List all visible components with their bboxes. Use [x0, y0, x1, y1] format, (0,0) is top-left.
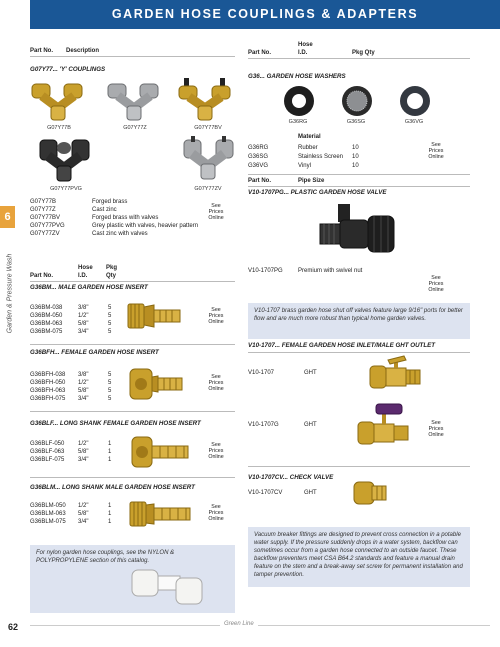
footer-brand: Green Line: [220, 621, 258, 627]
long-shank-female-image: [130, 434, 190, 470]
row-description: Cast zinc with valves: [92, 231, 148, 237]
rubber-washer-image: [282, 84, 316, 118]
check-valve-image: [352, 478, 388, 506]
page-banner: GARDEN HOSE COUPLINGS & ADAPTERS: [30, 0, 500, 29]
table-row: G36BFH-075 3/4" 5: [30, 396, 112, 402]
page-number: 62: [8, 622, 19, 632]
col-header-part-no: Part No.: [248, 178, 272, 184]
section-title-long-shank-male: G36BLM... LONG SHANK MALE GARDEN HOSE INSERT: [30, 484, 195, 491]
table-row: G36BLF-075 3/4" 1: [30, 457, 112, 463]
section-title-washers: G36... GARDEN HOSE WASHERS: [248, 73, 346, 80]
divider: [248, 186, 470, 187]
divider: [248, 174, 470, 175]
brass-valve-grip-image: [356, 404, 416, 448]
see-prices-online[interactable]: See Prices Online: [208, 374, 224, 392]
divider: [248, 352, 470, 353]
table-row: G07Y77ZV: [30, 231, 60, 237]
image-caption: G36VG: [404, 119, 424, 125]
nylon-coupling-image: [126, 560, 216, 612]
y-coupling-zinc-valves-image: [180, 136, 238, 184]
footer-line: [30, 625, 490, 626]
col-header-material: Material: [298, 134, 321, 140]
table-row: G36BLM-050 1/2" 1: [30, 503, 112, 509]
y-coupling-brass-valves-image: [176, 76, 236, 124]
y-coupling-brass-image: [28, 78, 88, 123]
section-title-male-insert: G36BM... MALE GARDEN HOSE INSERT: [30, 284, 148, 291]
see-prices-online[interactable]: See Prices Online: [428, 275, 444, 293]
table-row: G36BFH-050 1/2" 5: [30, 380, 112, 386]
vinyl-washer-image: [398, 84, 432, 118]
see-prices-online[interactable]: See Prices Online: [428, 420, 444, 438]
vacuum-breaker-note: Vacuum breaker fittings are designed to prevent cross connection in a potable water supply. If the pressure suddenly drops in a water system, backflow can sometimes occur from a garden hose connected to an outside faucet. These backflow preventers meet CSA B64.2 standards and feature a manual drain feature on the stem and a break-away set screw for permanent installation and tamper prevention.: [248, 527, 470, 587]
col-header-pkg: Pkg: [106, 265, 118, 271]
table-row: G36BM-075 3/4" 5: [30, 329, 112, 335]
female-insert-image: [128, 366, 184, 402]
plastic-valve-image: [318, 200, 398, 262]
screen-washer-image: [340, 84, 374, 118]
see-prices-online[interactable]: See Prices Online: [428, 142, 444, 160]
col-header-hose: Hose: [78, 265, 93, 271]
side-section-label: Garden & Pressure Wash: [6, 253, 14, 334]
table-row: V10-1707 GHT: [248, 370, 317, 376]
section-title-y-couplings: G07Y77... 'Y' COUPLINGS: [30, 66, 106, 73]
divider: [30, 477, 235, 478]
table-row: G36RG Rubber 10: [248, 145, 359, 151]
col-header-id: I.D.: [298, 50, 308, 56]
image-caption: G07Y77B: [47, 125, 71, 131]
image-caption: G36RG: [288, 119, 308, 125]
table-row: V10-1707PG Premium with swivel nut: [248, 268, 363, 274]
table-row: G36SG Stainless Screen 10: [248, 154, 359, 160]
divider: [248, 466, 470, 467]
male-insert-image: [126, 298, 182, 334]
divider: [30, 411, 235, 412]
row-description: Grey plastic with valves, heavier pattern: [92, 223, 199, 229]
table-row: G36BFH-063 5/8" 5: [30, 388, 112, 394]
y-coupling-zinc-image: [104, 78, 164, 123]
col-header-part-no: Part No.: [248, 50, 272, 56]
image-caption: G36SG: [346, 119, 366, 125]
see-prices-online[interactable]: See Prices Online: [208, 442, 224, 460]
image-caption: G07Y77BV: [194, 125, 222, 131]
section-title-inlet-outlet: V10-1707... FEMALE GARDEN HOSE INLET/MALE GHT OUTLET: [248, 342, 436, 349]
col-header-description: Description: [66, 48, 100, 54]
table-row: G36BM-050 1/2" 5: [30, 313, 112, 319]
row-description: Forged brass with valves: [92, 215, 159, 221]
table-row: G36VG Vinyl 10: [248, 163, 359, 169]
table-row: G36BLF-063 5/8" 1: [30, 449, 112, 455]
brass-valve-note: V10-1707 brass garden hose shut off valves feature large 9/16" ports for better flow and are much more robust than typical home garden valves.: [248, 303, 470, 339]
image-caption: G07Y77Z: [123, 125, 147, 131]
row-description: Cast zinc: [92, 207, 117, 213]
nylon-note: For nylon garden hose couplings, see the NYLON & POLYPROPYLENE section of this catalog.: [30, 545, 235, 613]
col-header-qty: Qty: [106, 273, 117, 279]
brass-valve-image: [368, 356, 428, 392]
divider: [30, 344, 235, 345]
table-row: G36BLM-063 5/8" 1: [30, 511, 112, 517]
table-row: G36BLF-050 1/2" 1: [30, 441, 112, 447]
y-coupling-plastic-valves-image: [36, 136, 94, 184]
col-header-part-no: Part No.: [30, 273, 54, 279]
image-caption: G07Y77PVG: [50, 186, 82, 192]
table-row: G07Y77Z: [30, 207, 56, 213]
section-title-plastic-valve: V10-1707PG... PLASTIC GARDEN HOSE VALVE: [248, 189, 387, 196]
see-prices-online[interactable]: See Prices Online: [208, 203, 224, 221]
section-title-long-shank-female: G36BLF... LONG SHANK FEMALE GARDEN HOSE INSERT: [30, 420, 201, 427]
section-title-check-valve: V10-1707CV... CHECK VALVE: [248, 474, 334, 481]
col-header-id: I.D.: [78, 273, 88, 279]
row-description: Forged brass: [92, 199, 128, 205]
table-row: G07Y77B: [30, 199, 57, 205]
see-prices-online[interactable]: See Prices Online: [208, 307, 224, 325]
table-row: G36BM-063 5/8" 5: [30, 321, 112, 327]
table-row: G36BFH-038 3/8" 5: [30, 372, 112, 378]
col-header-hose: Hose: [298, 42, 313, 48]
table-row: G07Y77PVG: [30, 223, 65, 229]
divider: [30, 56, 235, 57]
table-row: V10-1707CV GHT: [248, 490, 317, 496]
image-caption: G07Y77ZV: [194, 186, 222, 192]
long-shank-male-image: [128, 498, 192, 530]
table-row: G36BLM-075 3/4" 1: [30, 519, 112, 525]
section-tab[interactable]: 6: [0, 206, 15, 228]
section-title-female-insert: G36BFH... FEMALE GARDEN HOSE INSERT: [30, 349, 159, 356]
col-header-part-no: Part No.: [30, 48, 54, 54]
col-header-pkg-qty: Pkg Qty: [352, 50, 375, 56]
table-row: G07Y77BV: [30, 215, 61, 221]
table-row: G36BM-038 3/8" 5: [30, 305, 112, 311]
see-prices-online[interactable]: See Prices Online: [208, 504, 224, 522]
divider: [248, 58, 470, 59]
divider: [30, 281, 235, 282]
table-row: V10-1707G GHT: [248, 422, 317, 428]
col-header-pipe-size: Pipe Size: [298, 178, 325, 184]
